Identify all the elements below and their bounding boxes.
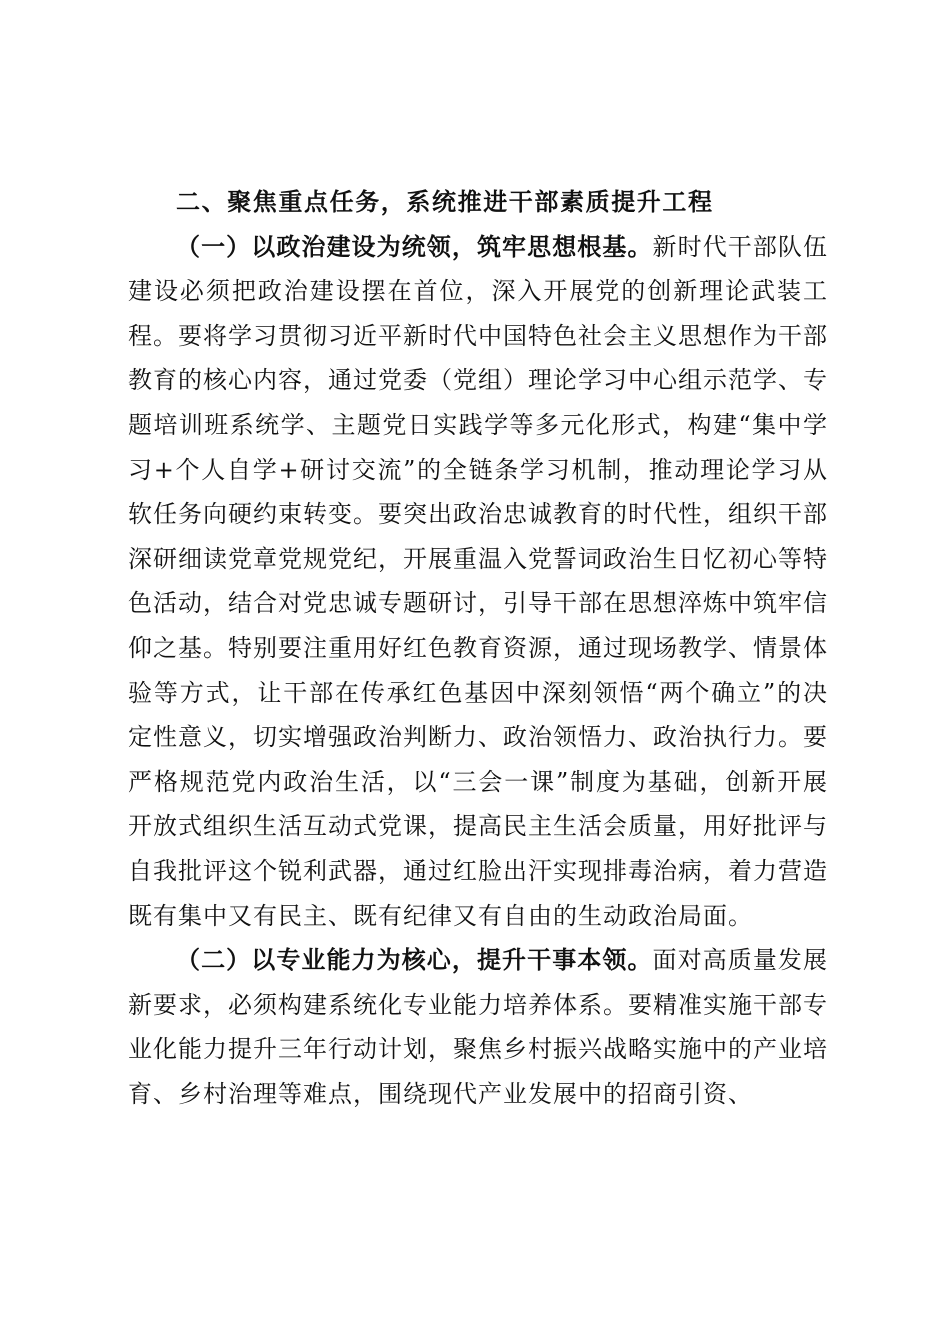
paragraph-body: 新时代干部队伍建设必须把政治建设摆在首位，深入开展党的创新理论武装工程。要将学习贯彻习近平新时代中国特色社会主义思想作为干部教育的核心内容，通过党委（党组）理论学习中心组示范学、专题培训班系统学、主题党日实践学等多元化形式，构建“集中学习+个人自学+研讨交流”的全链条学习机制，推动理论学习从软任务向硬约束转变。要突出政治忠诚教育的时代性，组织干部深研细读党章党规党纪，开展重温入党誓词政治生日忆初心等特色活动，结合对党忠诚专题研讨，引导干部在思想淬炼中筑牢信仰之基。特别要注重用好红色教育资源，通过现场教学、情景体验等方式，让干部在传承红色基因中深刻领悟“两个确立”的决定性意义，切实增强政治判断力、政治领悟力、政治执行力。要严格规范党内政治生活，以“三会一课”制度为基础，创新开展开放式组织生活互动式党课，提高民主生活会质量，用好批评与自我批评这个锐利武器，通过红脸出汗实现排毒治病，着力营造既有集中又有民主、既有纪律又有自由的生动政治局面。 [128, 232, 829, 930]
document-body [128, 180, 828, 1116]
section-heading: 二、聚焦重点任务，系统推进干部素质提升工程 [176, 187, 714, 216]
paragraph-body: 面对高质量发展新要求，必须构建系统化专业能力培养体系。要精准实施干部专业化能力提升三年行动计划，聚焦乡村振兴战略实施中的产业培育、乡村治理等难点，围绕现代产业发展中的招商引资、 [128, 946, 829, 1108]
paragraph-lead: （一）以政治建设为统领，筑牢思想根基。 [176, 231, 653, 261]
paragraph-lead: （二）以专业能力为核心，提升干事本领。 [176, 945, 653, 975]
paragraph-professional-ability [128, 938, 828, 1116]
paragraph-political-building [128, 225, 828, 939]
